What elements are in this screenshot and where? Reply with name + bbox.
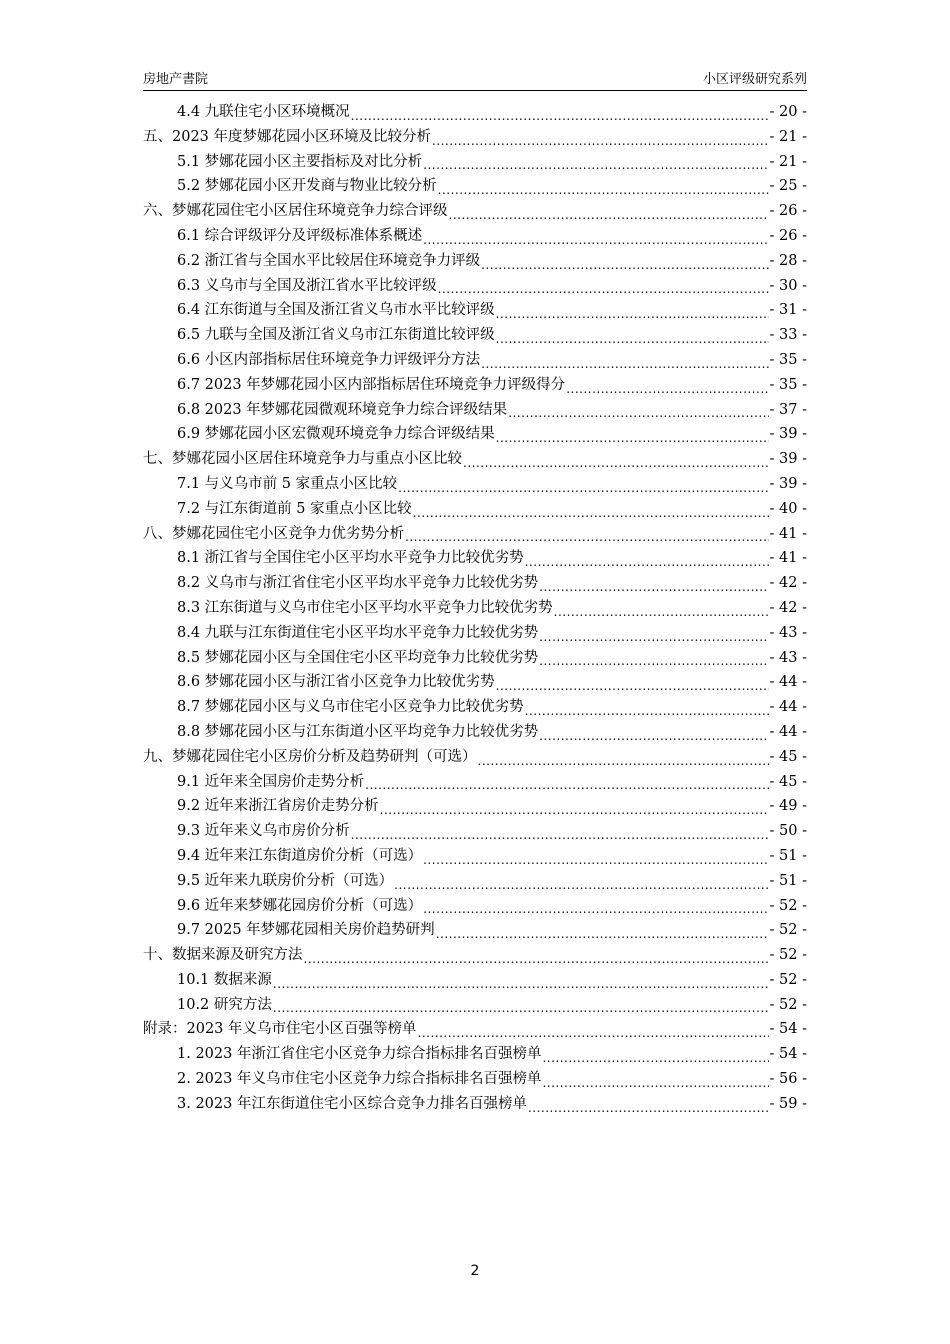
toc-leader-dots — [525, 546, 769, 571]
toc-entry[interactable] — [143, 844, 807, 869]
toc-entry-page: - 44 - — [769, 674, 807, 691]
toc-entry-title: 6.4 江东街道与全国及浙江省义乌市水平比较评级 — [177, 302, 495, 319]
toc-entry-page: - 50 - — [769, 823, 807, 840]
toc-entry[interactable] — [143, 373, 807, 398]
toc-leader-dots — [508, 398, 768, 423]
toc-leader-dots — [496, 422, 769, 447]
toc-leader-dots — [423, 224, 768, 249]
toc-entry-page: - 52 - — [769, 897, 807, 914]
toc-entry[interactable] — [143, 943, 807, 968]
toc-entry-page: - 31 - — [769, 302, 807, 319]
toc-entry-page: - 59 - — [769, 1095, 807, 1112]
page-header — [143, 66, 807, 91]
toc-entry-title: 9.4 近年来江东街道房价分析（可选） — [177, 847, 423, 864]
toc-entry-page: - 26 - — [769, 227, 807, 244]
toc-leader-dots — [449, 199, 769, 224]
toc-entry-title: 8.6 梦娜花园小区与浙江省小区竞争力比较优劣势 — [177, 674, 495, 691]
toc-entry[interactable] — [143, 100, 807, 125]
toc-entry-title: 九、梦娜花园住宅小区房价分析及趋势研判（可选） — [143, 748, 477, 765]
toc-entry-title: 附录：2023 年义乌市住宅小区百强等榜单 — [143, 1021, 417, 1038]
table-of-contents — [143, 100, 807, 1117]
toc-leader-dots — [380, 794, 769, 819]
toc-entry-title: 6.1 综合评级评分及评级标准体系概述 — [177, 227, 423, 244]
toc-entry[interactable] — [143, 546, 807, 571]
toc-entry[interactable] — [143, 447, 807, 472]
toc-entry[interactable] — [143, 199, 807, 224]
toc-leader-dots — [478, 745, 769, 770]
toc-entry-title: 6.6 小区内部指标居住环境竞争力评级评分方法 — [177, 351, 481, 368]
toc-entry-page: - 21 - — [769, 153, 807, 170]
toc-leader-dots — [542, 1042, 768, 1067]
toc-leader-dots — [413, 497, 769, 522]
toc-leader-dots — [481, 249, 768, 274]
toc-leader-dots — [525, 695, 769, 720]
toc-leader-dots — [394, 869, 768, 894]
toc-entry[interactable] — [143, 894, 807, 919]
toc-entry-title: 6.3 义乌市与全国及浙江省水平比较评级 — [177, 277, 437, 294]
toc-entry-title: 8.4 九联与江东街道住宅小区平均水平竞争力比较优劣势 — [177, 624, 539, 641]
toc-leader-dots — [566, 373, 768, 398]
toc-entry-page: - 42 - — [769, 575, 807, 592]
toc-leader-dots — [351, 100, 769, 125]
toc-entry-title: 七、梦娜花园小区居住环境竞争力与重点小区比较 — [143, 451, 462, 468]
toc-entry-title: 8.2 义乌市与浙江省住宅小区平均水平竞争力比较优劣势 — [177, 575, 539, 592]
toc-leader-dots — [542, 1067, 768, 1092]
toc-leader-dots — [528, 1092, 769, 1117]
toc-leader-dots — [398, 472, 768, 497]
header-publisher: 房地产書院 — [143, 72, 209, 87]
toc-entry-title: 6.8 2023 年梦娜花园微观环境竞争力综合评级结果 — [177, 401, 508, 418]
toc-entry-title: 8.1 浙江省与全国住宅小区平均水平竞争力比较优劣势 — [177, 550, 524, 567]
toc-entry-title: 五、2023 年度梦娜花园小区环境及比较分析 — [143, 128, 432, 145]
toc-leader-dots — [539, 621, 768, 646]
toc-entry-title: 6.5 九联与全国及浙江省义乌市江东街道比较评级 — [177, 327, 495, 344]
toc-leader-dots — [273, 993, 769, 1018]
toc-entry-page: - 39 - — [769, 426, 807, 443]
toc-entry[interactable] — [143, 794, 807, 819]
toc-entry-title: 9.6 近年来梦娜花园房价分析（可选） — [177, 897, 423, 914]
toc-entry-page: - 44 - — [769, 723, 807, 740]
toc-entry-title: 4.4 九联住宅小区环境概况 — [177, 104, 350, 120]
toc-entry[interactable] — [143, 646, 807, 671]
toc-entry-page: - 43 - — [769, 624, 807, 641]
toc-entry[interactable] — [143, 1067, 807, 1092]
toc-leader-dots — [423, 150, 768, 175]
toc-leader-dots — [351, 819, 769, 844]
toc-entry-title: 十、数据来源及研究方法 — [143, 947, 303, 964]
toc-entry-page: - 52 - — [769, 947, 807, 964]
toc-leader-dots — [423, 844, 768, 869]
toc-entry[interactable] — [143, 720, 807, 745]
toc-entry[interactable] — [143, 348, 807, 373]
toc-entry-title: 8.5 梦娜花园小区与全国住宅小区平均竞争力比较优劣势 — [177, 649, 539, 666]
toc-entry[interactable] — [143, 968, 807, 993]
toc-entry[interactable] — [143, 1042, 807, 1067]
toc-entry-title: 9.7 2025 年梦娜花园相关房价趋势研判 — [177, 922, 435, 939]
toc-leader-dots — [432, 125, 769, 150]
toc-entry[interactable] — [143, 472, 807, 497]
toc-entry-page: - 51 - — [769, 847, 807, 864]
toc-entry[interactable] — [143, 174, 807, 199]
toc-entry-title: 六、梦娜花园住宅小区居住环境竞争力综合评级 — [143, 203, 448, 220]
toc-leader-dots — [539, 720, 768, 745]
toc-leader-dots — [418, 1017, 769, 1042]
toc-leader-dots — [496, 670, 769, 695]
toc-entry-title: 6.9 梦娜花园小区宏微观环境竞争力综合评级结果 — [177, 426, 495, 443]
toc-leader-dots — [554, 596, 769, 621]
toc-entry-page: - 54 - — [769, 1021, 807, 1038]
toc-entry-page: - 35 - — [769, 376, 807, 393]
toc-entry[interactable] — [143, 695, 807, 720]
toc-leader-dots — [304, 943, 769, 968]
toc-entry[interactable] — [143, 323, 807, 348]
toc-entry-page: - 21 - — [769, 128, 807, 145]
toc-entry-page: - 30 - — [769, 277, 807, 294]
toc-entry-page: - 42 - — [769, 599, 807, 616]
toc-entry-title: 10.1 数据来源 — [177, 971, 272, 988]
toc-entry[interactable] — [143, 522, 807, 547]
toc-entry[interactable] — [143, 150, 807, 175]
toc-entry[interactable] — [143, 1092, 807, 1117]
toc-entry-title: 7.2 与江东街道前 5 家重点小区比较 — [177, 500, 412, 517]
toc-entry[interactable] — [143, 497, 807, 522]
toc-leader-dots — [405, 522, 769, 547]
toc-leader-dots — [539, 646, 768, 671]
toc-entry[interactable] — [143, 398, 807, 423]
toc-entry[interactable] — [143, 224, 807, 249]
toc-entry-page: - 41 - — [769, 550, 807, 567]
toc-entry[interactable] — [143, 993, 807, 1018]
toc-entry-page: - 45 - — [769, 773, 807, 790]
toc-entry[interactable] — [143, 1017, 807, 1042]
toc-entry-title: 6.2 浙江省与全国水平比较居住环境竞争力评级 — [177, 252, 481, 269]
toc-leader-dots — [463, 447, 769, 472]
toc-entry-page: - 25 - — [769, 178, 807, 195]
toc-leader-dots — [496, 298, 769, 323]
toc-leader-dots — [496, 323, 769, 348]
toc-leader-dots — [423, 894, 768, 919]
toc-entry-title: 8.7 梦娜花园小区与义乌市住宅小区竞争力比较优劣势 — [177, 699, 524, 716]
toc-entry-page: - 56 - — [769, 1071, 807, 1088]
toc-entry-page: - 54 - — [769, 1046, 807, 1063]
toc-entry-page: - 39 - — [769, 475, 807, 492]
toc-entry-page: - 41 - — [769, 525, 807, 542]
toc-entry-page: - 52 - — [769, 922, 807, 939]
toc-entry-page: - 28 - — [769, 252, 807, 269]
toc-entry-title: 八、梦娜花园住宅小区竞争力优劣势分析 — [143, 525, 404, 542]
toc-entry[interactable] — [143, 571, 807, 596]
toc-entry-page: - 35 - — [769, 351, 807, 368]
toc-entry-page: - 43 - — [769, 649, 807, 666]
toc-entry-title: 8.8 梦娜花园小区与江东街道小区平均竞争力比较优劣势 — [177, 723, 539, 740]
toc-entry-title: 10.2 研究方法 — [177, 996, 272, 1013]
toc-entry-page: - 20 - — [769, 104, 807, 120]
toc-entry[interactable] — [143, 918, 807, 943]
toc-entry-title: 2. 2023 年义乌市住宅小区竞争力综合指标排名百强榜单 — [177, 1071, 542, 1088]
page-number: 2 — [470, 1263, 480, 1279]
toc-leader-dots — [436, 918, 769, 943]
toc-entry-page: - 37 - — [769, 401, 807, 418]
toc-leader-dots — [273, 968, 769, 993]
toc-entry-title: 7.1 与义乌市前 5 家重点小区比较 — [177, 475, 398, 492]
toc-leader-dots — [539, 571, 768, 596]
toc-entry[interactable] — [143, 422, 807, 447]
toc-entry[interactable] — [143, 869, 807, 894]
toc-entry-page: - 33 - — [769, 327, 807, 344]
toc-leader-dots — [438, 174, 769, 199]
toc-entry-title: 9.1 近年来全国房价走势分析 — [177, 773, 365, 790]
header-series: 小区评级研究系列 — [702, 72, 807, 87]
toc-entry-page: - 52 - — [769, 971, 807, 988]
toc-entry[interactable] — [143, 298, 807, 323]
toc-entry[interactable] — [143, 819, 807, 844]
toc-entry-title: 9.2 近年来浙江省房价走势分析 — [177, 798, 379, 815]
toc-entry[interactable] — [143, 670, 807, 695]
toc-entry-title: 8.3 江东街道与义乌市住宅小区平均水平竞争力比较优劣势 — [177, 599, 553, 616]
toc-entry-page: - 51 - — [769, 872, 807, 889]
toc-entry-title: 5.1 梦娜花园小区主要指标及对比分析 — [177, 153, 423, 170]
toc-leader-dots — [438, 274, 769, 299]
toc-entry-page: - 44 - — [769, 699, 807, 716]
toc-entry-page: - 52 - — [769, 996, 807, 1013]
toc-entry[interactable] — [143, 249, 807, 274]
toc-entry-page: - 40 - — [769, 500, 807, 517]
toc-entry-page: - 26 - — [769, 203, 807, 220]
toc-entry-title: 3. 2023 年江东街道住宅小区综合竞争力排名百强榜单 — [177, 1095, 527, 1112]
toc-entry[interactable] — [143, 596, 807, 621]
toc-entry[interactable] — [143, 770, 807, 795]
toc-entry-title: 9.3 近年来义乌市房价分析 — [177, 823, 350, 840]
toc-entry[interactable] — [143, 621, 807, 646]
toc-entry-page: - 49 - — [769, 798, 807, 815]
toc-entry-page: - 45 - — [769, 748, 807, 765]
toc-entry[interactable] — [143, 125, 807, 150]
toc-entry-title: 1. 2023 年浙江省住宅小区竞争力综合指标排名百强榜单 — [177, 1046, 542, 1063]
toc-entry-title: 5.2 梦娜花园小区开发商与物业比较分析 — [177, 178, 437, 195]
toc-entry[interactable] — [143, 745, 807, 770]
toc-entry-title: 9.5 近年来九联房价分析（可选） — [177, 872, 394, 889]
toc-entry-page: - 39 - — [769, 451, 807, 468]
toc-entry[interactable] — [143, 274, 807, 299]
toc-leader-dots — [365, 770, 768, 795]
toc-leader-dots — [481, 348, 768, 373]
toc-entry-title: 6.7 2023 年梦娜花园小区内部指标居住环境竞争力评级得分 — [177, 376, 566, 393]
